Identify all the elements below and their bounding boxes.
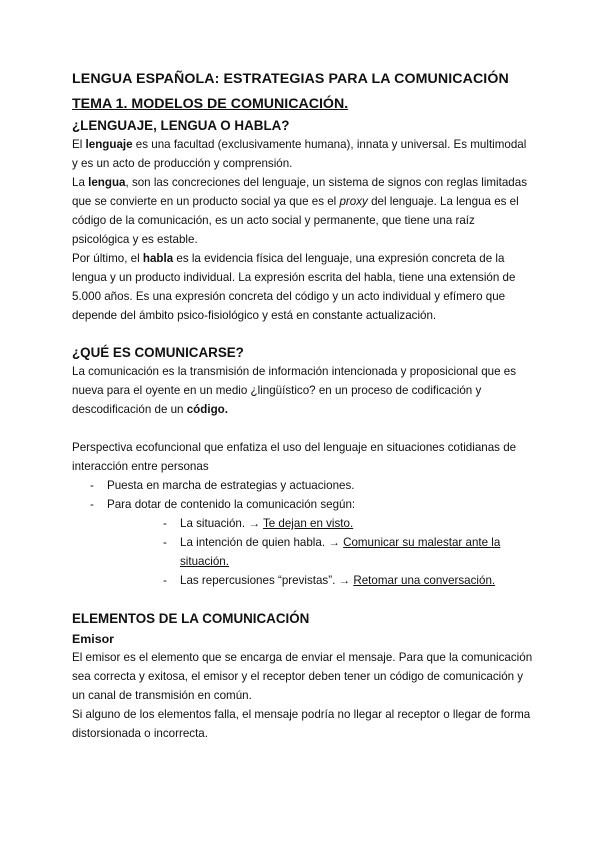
paragraph-lenguaje	[72, 135, 534, 173]
text-span: La	[72, 176, 89, 189]
term-habla: habla	[142, 252, 174, 265]
paragraph-fallo: Si alguno de los elementos falla, el mensaje podría no llegar al receptor o llegar de forma distorsionada o incorrecta.	[72, 708, 531, 740]
paragraph-emisor: El emisor es el elemento que se encarga de enviar el mensaje. Para que la comunicación sea correcta y exitosa, el emisor y el receptor deben tener un código de comunicación y un canal de transmisión en común.	[72, 651, 533, 702]
list-item	[72, 495, 534, 590]
paragraph-comunicacion	[72, 362, 534, 419]
document-title: LENGUA ESPAÑOLA: ESTRATEGIAS PARA LA COMUNICACIÓN	[72, 71, 509, 87]
sub-list-example: Te dejan en visto.	[262, 517, 354, 530]
text-span: , son las concreciones del lenguaje, un sistema de signos con reglas limitadas que se convierte en un producto social ya que es el	[72, 176, 527, 208]
text-span: del lenguaje. La lengua es el código de la comunicación, es un acto social y permanente, que tiene una raíz psicológica y es estable.	[72, 195, 519, 246]
text-span: El	[72, 138, 86, 151]
paragraph-habla	[72, 249, 534, 325]
sub-list-text: La intención de quien habla. →	[180, 536, 344, 549]
subsection-emisor-heading: Emisor	[72, 632, 115, 646]
section-comunicarse-heading: ¿QUÉ ES COMUNICARSE?	[72, 345, 244, 360]
sub-list-item	[107, 571, 534, 590]
section-elementos-heading: ELEMENTOS DE LA COMUNICACIÓN	[72, 611, 310, 626]
sub-list-text: La situación. →	[180, 517, 263, 530]
paragraph-lengua	[72, 173, 534, 249]
text-span: Por último, el	[72, 252, 143, 265]
sub-list-example: Comunicar su malestar ante la situación.	[180, 536, 501, 568]
text-span: La comunicación es la transmisión de información intencionada y proposicional que es nueva para el oyente en un medio ¿lingüístico? en un proceso de codificación y descodificación de un	[72, 365, 517, 416]
term-lenguaje: lenguaje	[85, 138, 133, 151]
term-proxy: proxy	[339, 195, 368, 208]
sub-bullet-list	[107, 514, 534, 590]
sub-list-example: Retomar una conversación.	[353, 574, 496, 587]
list-item: - Puesta en marcha de estrategias y actuaciones.	[72, 476, 534, 495]
text-span: es una facultad (exclusivamente humana), innata y universal. Es multimodal y es un acto de producción y comprensión.	[72, 138, 527, 170]
section-lenguaje-heading: ¿LENGUAJE, LENGUA O HABLA?	[72, 118, 290, 133]
sub-list-item	[107, 514, 534, 533]
tema-heading: TEMA 1. MODELOS DE COMUNICACIÓN.	[72, 96, 349, 112]
bullet-list	[72, 476, 534, 590]
paragraph-perspectiva: Perspectiva ecofuncional que enfatiza el uso del lenguaje en situaciones cotidianas de interacción entre personas	[72, 441, 517, 473]
list-item-label: Para dotar de contenido la comunicación según:	[107, 498, 356, 511]
sub-list-item	[107, 533, 534, 571]
sub-list-text: Las repercusiones “previstas”. →	[180, 574, 354, 587]
term-lengua: lengua	[88, 176, 126, 189]
document-page	[72, 70, 534, 743]
text-span: es la evidencia física del lenguaje, una expresión concreta de la lengua y un producto individual. La expresión escrita del habla, tiene una extensión de 5.000 años. Es una expresión concreta del código y un acto individual y efímero que depende del ámbito psico-fisiológico y está en constante actualización.	[72, 252, 516, 322]
term-codigo: código.	[186, 403, 228, 416]
